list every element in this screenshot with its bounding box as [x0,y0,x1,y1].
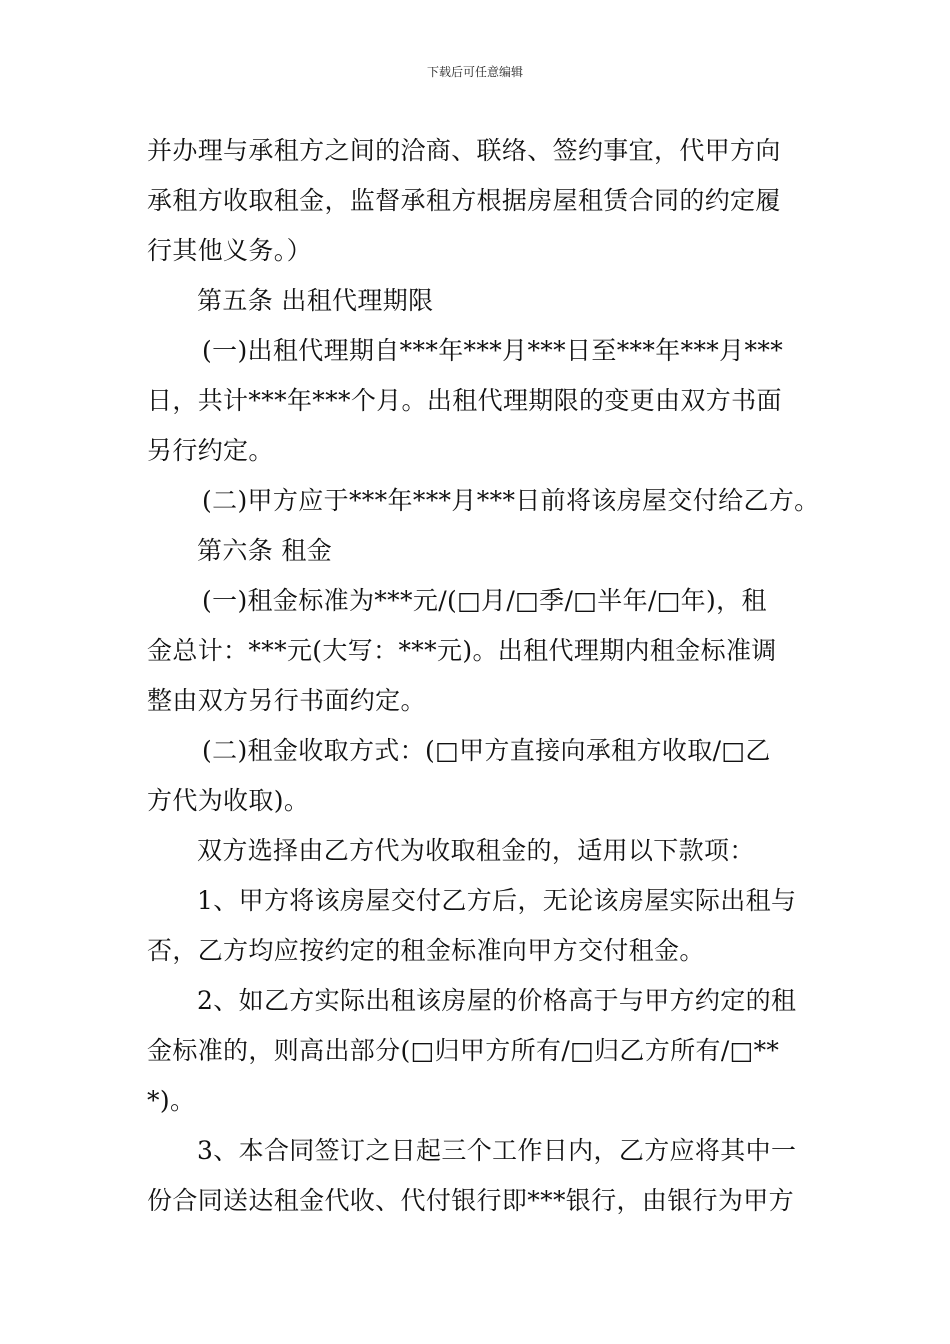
paragraph-line: 双方选择由乙方代为收取租金的，适用以下款项： [197,836,755,865]
text-line: 日，共计***年***个月。出租代理期限的变更由双方书面 [147,386,782,415]
text-line: 承租方收取租金，监督承租方根据房屋租赁合同的约定履 [147,186,781,215]
page-header-note: 下载后可任意编辑 [426,65,523,79]
clause-line: (二)甲方应于***年***月***日前将该房屋交付给乙方。 [202,486,820,515]
section-heading-article-6: 第六条 租金 [197,536,333,565]
numbered-item-line: 1、甲方将该房屋交付乙方后，无论该房屋实际出租与 [197,886,797,915]
text-line: 并办理与承租方之间的洽商、联络、签约事宜，代甲方向 [147,136,781,165]
section-heading-article-5: 第五条 出租代理期限 [197,286,434,315]
text-line: 份合同送达租金代收、代付银行即***银行，由银行为甲方 [147,1186,794,1215]
clause-line: (二)租金收取方式：(□甲方直接向承租方收取/□乙 [202,736,771,765]
text-line: 另行约定。 [147,436,274,465]
clause-line: (一)租金标准为***元/(□月/□季/□半年/□年)，租 [202,586,767,615]
numbered-item-line: 3、本合同签订之日起三个工作日内，乙方应将其中一 [197,1136,797,1165]
text-line: 否，乙方均应按约定的租金标准向甲方交付租金。 [147,936,705,965]
text-line: 整由双方另行书面约定。 [147,686,426,715]
document-body [147,126,820,1226]
text-line: 金总计：***元(大写：***元)。出租代理期内租金标准调 [147,636,777,665]
text-line: 方代为收取)。 [147,786,310,815]
text-line: 行其他义务。） [147,236,312,265]
text-line: *)。 [147,1086,196,1115]
clause-line: (一)出租代理期自***年***月***日至***年***月*** [202,336,784,365]
numbered-item-line: 2、如乙方实际出租该房屋的价格高于与甲方约定的租 [197,986,797,1015]
text-line: 金标准的，则高出部分(□归甲方所有/□归乙方所有/□** [147,1036,780,1065]
